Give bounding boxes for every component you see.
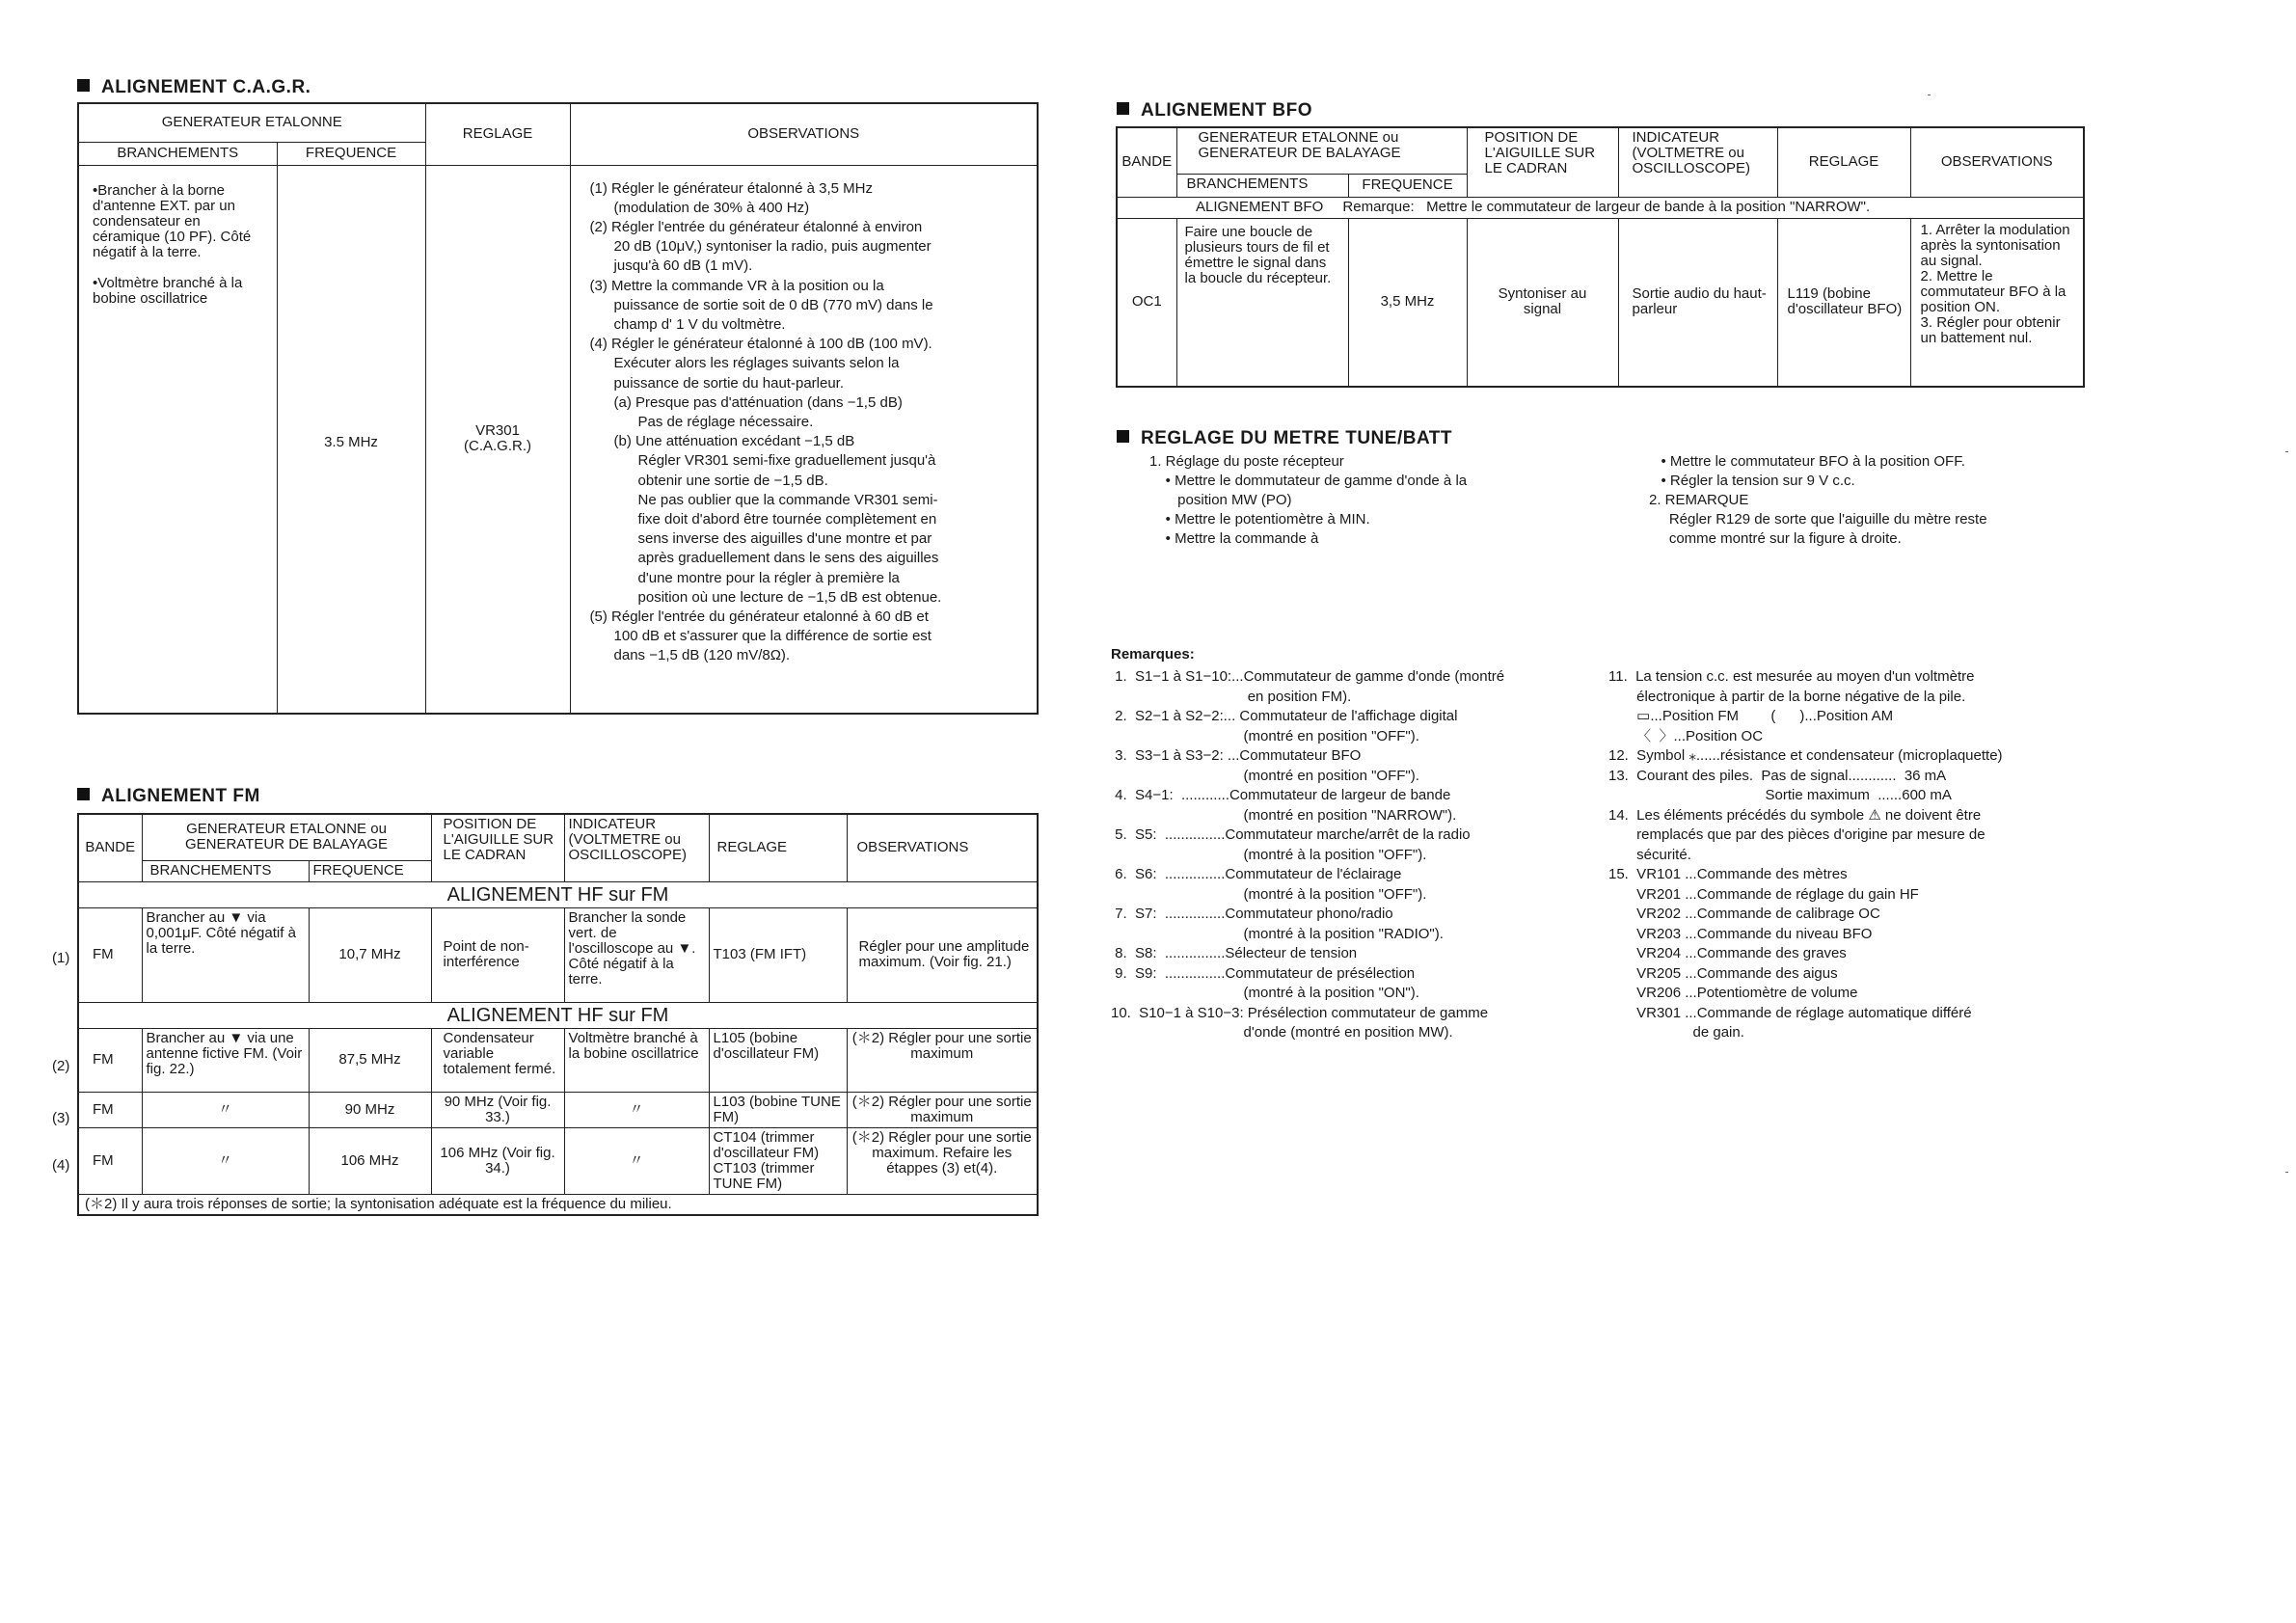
remarque-line: remplacés que par des pièces d'origine par mesure de: [1608, 826, 1985, 843]
cagr-observation-line: (modulation de 30% à 400 Hz): [589, 199, 810, 216]
remarque-line: 15. VR101 ...Commande des mètres: [1608, 866, 1848, 882]
remarque-line: VR205 ...Commande des aigus: [1608, 964, 1838, 982]
fm-row-4-observations: (＊2) Régler pour une sortie maximum. Refaire les étappes (3) et(4).: [847, 1127, 1038, 1194]
fm-subheader-1: ALIGNEMENT HF sur FM: [78, 881, 1038, 907]
remarque-line: 6. S6: ...............Commutateur de l'éclairage: [1111, 866, 1402, 882]
cagr-observation-line: sens inverse des aiguilles d'une montre et par: [589, 530, 932, 548]
fm-row-2-bande: FM: [78, 1028, 142, 1092]
cagr-reglage-cell: [425, 165, 570, 714]
remarque-line: de gain.: [1608, 1024, 1744, 1041]
fm-row-1-indicateur: Brancher la sonde vert. de l'oscilloscope au ▼. Côté négatif à la terre.: [564, 907, 709, 1002]
fm-row-2-freq: 87,5 MHz: [309, 1028, 431, 1092]
fm-header-generator: GENERATEUR ETALONNE ou GENERATEUR DE BALAYAGE: [142, 814, 431, 860]
remarque-line: (montré en position "OFF").: [1111, 767, 1419, 784]
bfo-header-indicateur: INDICATEUR (VOLTMETRE ou OSCILLOSCOPE): [1618, 127, 1777, 197]
bfo-freq-cell: 3,5 MHz: [1348, 218, 1467, 387]
fm-footnote: (＊2) Il y aura trois réponses de sortie; la syntonisation adéquate est la fréquence du milieu.: [78, 1194, 1038, 1215]
cagr-observation-line: (b) Une atténuation excédant −1,5 dB: [589, 433, 855, 450]
cagr-observation-line: fixe doit d'abord être tournée complètement en: [589, 510, 937, 527]
cagr-branch-1: •Brancher à la borne d'antenne EXT. par un condensateur en céramique (10 PF). Côté négatif à la terre.: [93, 181, 252, 260]
fm-row-4-reglage: CT104 (trimmer d'oscillateur FM) CT103 (trimmer TUNE FM): [709, 1127, 847, 1194]
remarque-line: 13. Courant des piles. Pas de signal............ 36 mA: [1608, 767, 1947, 784]
tune-right-line: • Mettre le commutateur BFO à la position OFF.: [1649, 453, 1965, 470]
fm-row-1-reglage: T103 (FM IFT): [709, 907, 847, 1002]
remarque-line: (montré en position "NARROW").: [1111, 806, 1457, 824]
bfo-observation-item: 3. Régler pour obtenir un battement nul.: [1920, 313, 2061, 346]
remarque-line: sécurité.: [1608, 846, 1691, 863]
cagr-table: [77, 102, 1039, 715]
bfo-observation-item: 1. Arrêter la modulation après la syntonisation au signal.: [1920, 221, 2070, 269]
remarque-line: (montré à la position "OFF").: [1111, 885, 1427, 903]
fm-row-number-2: (2): [52, 1058, 70, 1074]
remarque-line: Sortie maximum ......600 mA: [1608, 787, 1952, 803]
fm-title-text: ALIGNEMENT FM: [101, 786, 260, 806]
bfo-table: [1116, 126, 2085, 388]
cagr-observation-line: Pas de réglage nécessaire.: [589, 413, 814, 430]
bfo-observation-item: 2. Mettre le commutateur BFO à la position ON.: [1920, 267, 2066, 315]
fm-row-1-bande: FM: [78, 907, 142, 1002]
cagr-observations-cell: [570, 165, 1038, 714]
cagr-observation-line: après graduellement dans le sens des aiguilles: [589, 550, 939, 567]
cagr-observation-line: obtenir une sortie de −1,5 dB.: [589, 472, 828, 489]
fm-header-frequence: FREQUENCE: [309, 860, 431, 881]
bfo-reglage-cell: L119 (bobine d'oscillateur BFO): [1777, 218, 1910, 387]
square-bullet-icon: [1117, 430, 1129, 443]
remarque-line: en position FM).: [1111, 688, 1352, 705]
bfo-indicateur-cell: Sortie audio du haut-parleur: [1618, 218, 1777, 387]
remarque-line: VR206 ...Potentiomètre de volume: [1608, 985, 1858, 1001]
fm-row-4-branch: 〃: [142, 1127, 309, 1194]
fm-header-observations: OBSERVATIONS: [847, 814, 1038, 881]
bfo-header-frequence: FREQUENCE: [1348, 174, 1467, 197]
bfo-header-position: POSITION DE L'AIGUILLE SUR LE CADRAN: [1467, 127, 1618, 197]
fm-header-bande: BANDE: [78, 814, 142, 881]
fm-row-3-bande: FM: [78, 1092, 142, 1127]
fm-row-1-position: Point de non-interférence: [431, 907, 564, 1002]
fm-subheader-2: ALIGNEMENT HF sur FM: [78, 1002, 1038, 1028]
tune-section-title: [1117, 428, 1452, 449]
fm-row-1-freq: 10,7 MHz: [309, 907, 431, 1002]
bfo-header-observations: OBSERVATIONS: [1910, 127, 2084, 197]
remarques-right-column: [1608, 667, 2003, 1043]
fm-row-2-position: Condensateur variable totalement fermé.: [431, 1028, 564, 1092]
fm-header-indicateur: INDICATEUR (VOLTMETRE ou OSCILLOSCOPE): [564, 814, 709, 881]
cagr-section-title: [77, 77, 311, 98]
bfo-header-bande: BANDE: [1117, 127, 1176, 197]
bfo-subheader-label: ALIGNEMENT BFO: [1196, 198, 1324, 215]
tune-left-line: • Mettre la commande à: [1149, 530, 1319, 547]
cagr-reglage-label: (C.A.G.R.): [464, 438, 532, 455]
remarque-line: VR201 ...Commande de réglage du gain HF: [1608, 885, 1919, 903]
cagr-header-observations: OBSERVATIONS: [570, 103, 1038, 165]
tune-right-column: [1649, 452, 1987, 549]
scan-mark: [2285, 1172, 2288, 1173]
fm-row-number-4: (4): [52, 1157, 70, 1174]
bfo-section-title: [1117, 100, 1312, 122]
cagr-observation-line: champ d' 1 V du voltmètre.: [589, 315, 786, 333]
fm-row-3-position: 90 MHz (Voir fig. 33.): [431, 1092, 564, 1127]
fm-row-4-bande: FM: [78, 1127, 142, 1194]
bfo-observations-cell: [1910, 218, 2084, 387]
cagr-observations-list: [590, 179, 1027, 666]
cagr-observation-line: (4) Régler le générateur étalonné à 100 dB (100 mV).: [589, 336, 932, 353]
fm-row-4-position: 106 MHz (Voir fig. 34.): [431, 1127, 564, 1194]
remarque-line: d'onde (montré en position MW).: [1111, 1024, 1453, 1041]
cagr-observation-line: (1) Régler le générateur étalonné à 3,5 MHz: [589, 179, 874, 197]
tune-right-line: 2. REMARQUE: [1649, 492, 1749, 508]
cagr-header-frequence: FREQUENCE: [277, 142, 425, 165]
fm-table: [77, 813, 1039, 1216]
remarque-line: 3. S3−1 à S3−2: ...Commutateur BFO: [1111, 747, 1362, 764]
remarque-line: 12. Symbol ⁎......résistance et condensateur (microplaquette): [1608, 747, 2003, 764]
fm-row-3-observations: (＊2) Régler pour une sortie maximum: [847, 1092, 1038, 1127]
cagr-observation-line: Ne pas oublier que la commande VR301 semi-: [589, 491, 938, 508]
remarque-line: ▭...Position FM ( )...Position AM: [1608, 708, 1894, 724]
cagr-observation-line: (3) Mettre la commande VR à la position ou la: [589, 277, 884, 294]
fm-row-3-branch: 〃: [142, 1092, 309, 1127]
cagr-observation-line: (a) Presque pas d'atténuation (dans −1,5 dB): [589, 393, 903, 411]
fm-row-3-reglage: L103 (bobine TUNE FM): [709, 1092, 847, 1127]
remarque-line: 8. S8: ...............Sélecteur de tension: [1111, 945, 1358, 961]
tune-left-line: 1. Réglage du poste récepteur: [1149, 453, 1344, 470]
remarque-line: VR202 ...Commande de calibrage OC: [1608, 906, 1880, 922]
bfo-bande-cell: OC1: [1117, 218, 1176, 387]
bfo-subheader-remark: Remarque: Mettre le commutateur de largeur de bande à la position "NARROW".: [1342, 198, 1871, 215]
remarque-line: (montré à la position "ON").: [1111, 985, 1419, 1001]
tune-right-line: Régler R129 de sorte que l'aiguille du mètre reste: [1649, 511, 1987, 527]
bfo-observations-list: [1921, 223, 2077, 346]
remarque-line: électronique à partir de la borne négative de la pile.: [1608, 688, 1966, 705]
bfo-branch-cell: Faire une boucle de plusieurs tours de fil et émettre le signal dans la boucle du récepteur.: [1176, 218, 1348, 387]
cagr-observation-line: puissance de sortie du haut-parleur.: [589, 374, 845, 392]
remarques-title: Remarques:: [1111, 646, 1195, 663]
remarque-line: VR301 ...Commande de réglage automatique différé: [1608, 1004, 1972, 1021]
cagr-observation-line: position où une lecture de −1,5 dB est obtenue.: [589, 588, 942, 606]
fm-row-3-freq: 90 MHz: [309, 1092, 431, 1127]
cagr-reglage-vr: VR301: [475, 422, 520, 440]
remarque-line: 1. S1−1 à S1−10:...Commutateur de gamme d'onde (montré: [1111, 668, 1505, 685]
remarques-left-column: [1111, 667, 1504, 1043]
bfo-subheader: [1176, 197, 2084, 218]
fm-header-branchements: BRANCHEMENTS: [142, 860, 309, 881]
cagr-observation-line: jusqu'à 60 dB (1 mV).: [589, 257, 753, 275]
remarque-line: 2. S2−1 à S2−2:... Commutateur de l'affichage digital: [1111, 708, 1458, 724]
cagr-observation-line: Régler VR301 semi-fixe graduellement jusqu'à: [589, 452, 936, 470]
remarque-line: (montré à la position "OFF").: [1111, 846, 1427, 863]
remarque-line: 9. S9: ...............Commutateur de présélection: [1111, 964, 1416, 982]
square-bullet-icon: [1117, 102, 1129, 115]
remarque-line: VR204 ...Commande des graves: [1608, 945, 1847, 961]
cagr-header-generator: GENERATEUR ETALONNE: [78, 103, 425, 142]
fm-row-4-indicateur: 〃: [564, 1127, 709, 1194]
cagr-branch-2: •Voltmètre branché à la bobine oscillatrice: [93, 274, 243, 307]
fm-row-2-reglage: L105 (bobine d'oscillateur FM): [709, 1028, 847, 1092]
remarque-line: (montré en position "OFF").: [1111, 727, 1419, 744]
fm-header-reglage: REGLAGE: [709, 814, 847, 881]
tune-left-line: • Mettre le dommutateur de gamme d'onde à la: [1149, 473, 1468, 489]
cagr-observation-line: dans −1,5 dB (120 mV/8Ω).: [589, 647, 791, 664]
tune-left-column: [1149, 452, 1467, 549]
remarque-line: 7. S7: ...............Commutateur phono/radio: [1111, 906, 1393, 922]
square-bullet-icon: [77, 79, 90, 92]
square-bullet-icon: [77, 788, 90, 800]
fm-row-1-branch: Brancher au ▼ via 0,001μF. Côté négatif à la terre.: [142, 907, 309, 1002]
tune-right-line: • Régler la tension sur 9 V c.c.: [1649, 473, 1855, 489]
cagr-observation-line: 100 dB et s'assurer que la différence de sortie est: [589, 628, 932, 645]
fm-row-2-branch: Brancher au ▼ via une antenne fictive FM. (Voir fig. 22.): [142, 1028, 309, 1092]
bfo-header-branchements: BRANCHEMENTS: [1176, 174, 1348, 197]
remarque-line: 10. S10−1 à S10−3: Présélection commutateur de gamme: [1111, 1004, 1489, 1021]
tune-right-line: comme montré sur la figure à droite.: [1649, 530, 1902, 547]
cagr-header-branchements: BRANCHEMENTS: [78, 142, 277, 165]
fm-row-number-3: (3): [52, 1110, 70, 1126]
fm-row-4-freq: 106 MHz: [309, 1127, 431, 1194]
cagr-observation-line: 20 dB (10μV,) syntoniser la radio, puis augmenter: [589, 238, 932, 256]
tune-title-text: REGLAGE DU METRE TUNE/BATT: [1141, 428, 1452, 448]
fm-row-1-observations: Régler pour une amplitude maximum. (Voir fig. 21.): [847, 907, 1038, 1002]
cagr-observation-line: Exécuter alors les réglages suivants selon la: [589, 355, 900, 372]
cagr-title-text: ALIGNEMENT C.A.G.R.: [101, 77, 311, 97]
bfo-title-text: ALIGNEMENT BFO: [1141, 100, 1312, 121]
scan-mark: [2285, 451, 2288, 452]
fm-section-title: [77, 786, 260, 807]
remarque-line: 11. La tension c.c. est mesurée au moyen d'un voltmètre: [1608, 668, 1975, 685]
tune-left-line: position MW (PO): [1149, 492, 1292, 508]
fm-row-2-indicateur: Voltmètre branché à la bobine oscillatrice: [564, 1028, 709, 1092]
cagr-header-reglage: REGLAGE: [425, 103, 570, 165]
cagr-observation-line: (5) Régler l'entrée du générateur etalonné à 60 dB et: [589, 608, 929, 625]
fm-header-position: POSITION DE L'AIGUILLE SUR LE CADRAN: [431, 814, 564, 881]
remarque-line: (montré à la position "RADIO").: [1111, 925, 1444, 942]
bfo-subheader-spacer: [1117, 197, 1176, 218]
fm-row-2-observations: (＊2) Régler pour une sortie maximum: [847, 1028, 1038, 1092]
tune-left-line: • Mettre le potentiomètre à MIN.: [1149, 511, 1370, 527]
cagr-branchements-cell: [78, 165, 277, 714]
remarque-line: VR203 ...Commande du niveau BFO: [1608, 925, 1873, 942]
cagr-observation-line: d'une montre pour la régler à première la: [589, 569, 900, 586]
bfo-header-generator: GENERATEUR ETALONNE ou GENERATEUR DE BALAYAGE: [1176, 127, 1467, 174]
remarque-line: 4. S4−1: ............Commutateur de largeur de bande: [1111, 787, 1451, 803]
remarque-line: 5. S5: ...............Commutateur marche/arrêt de la radio: [1111, 826, 1471, 843]
cagr-observation-line: puissance de sortie soit de 0 dB (770 mV) dans le: [589, 296, 933, 313]
cagr-frequency-cell: 3.5 MHz: [277, 165, 425, 714]
remarque-line: 〈 〉...Position OC: [1608, 727, 1764, 744]
bfo-header-reglage: REGLAGE: [1777, 127, 1910, 197]
fm-row-3-indicateur: 〃: [564, 1092, 709, 1127]
cagr-observation-line: (2) Régler l'entrée du générateur étalonné à environ: [589, 218, 923, 235]
fm-row-number-1: (1): [52, 950, 70, 966]
remarque-line: 14. Les éléments précédés du symbole ⚠ ne doivent être: [1608, 806, 1982, 824]
bfo-position-cell: Syntoniser au signal: [1467, 218, 1618, 387]
